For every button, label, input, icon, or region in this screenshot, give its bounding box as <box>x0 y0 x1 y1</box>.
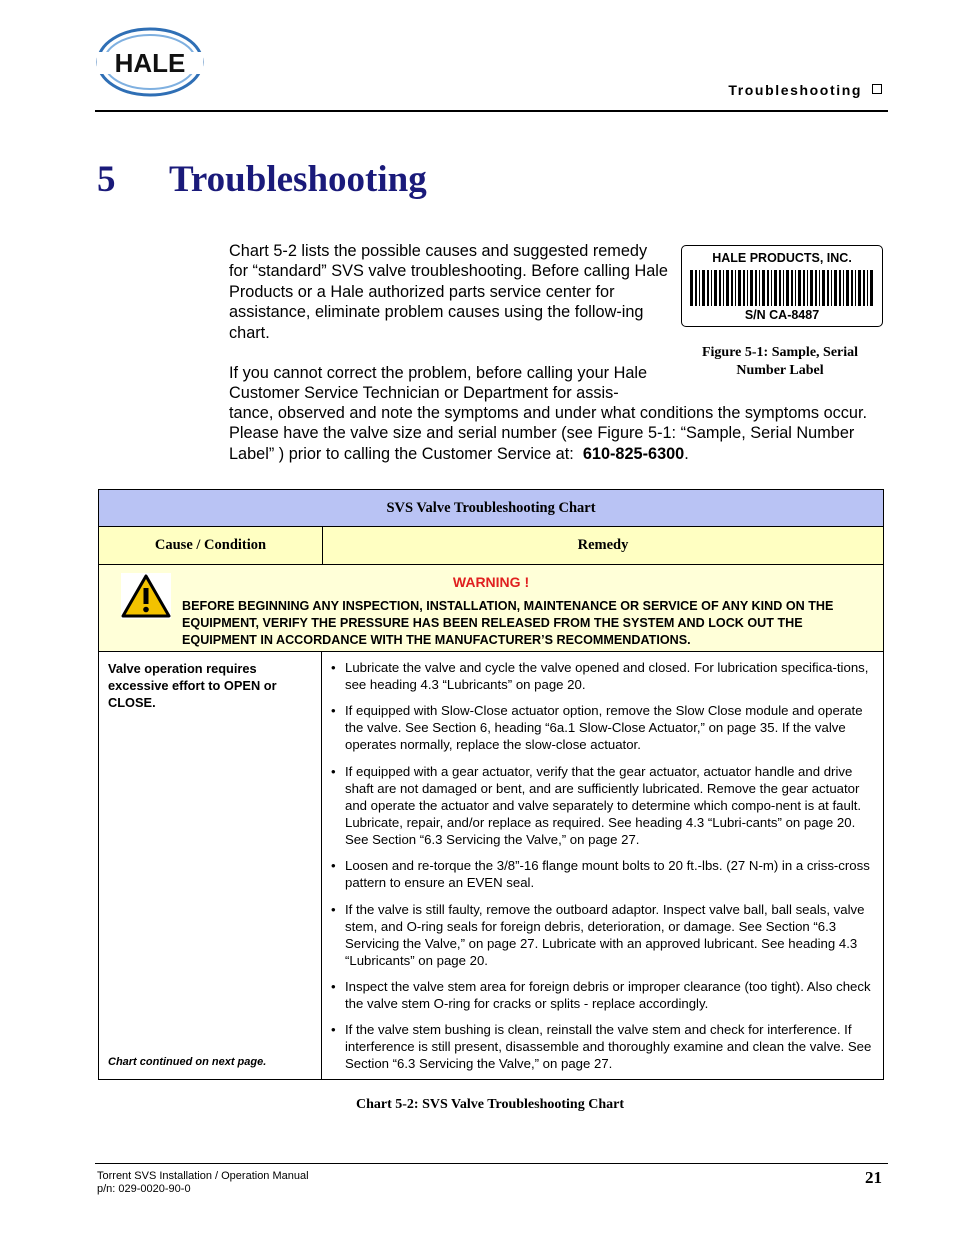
cause-cell <box>99 652 322 1079</box>
remedy-item: • If the valve is still faulty, remove the outboard adaptor. Inspect valve ball, ball seals, valve stem, and O-ring seals for foreign debris, deterioration, or damage. See Section “6.3 Servicing the Valve,” on page 27. Lubricate with an approved lubricant. See heading 4.3 “Lubricants” on page 20. <box>330 901 875 969</box>
chapter-title: Troubleshooting <box>169 159 427 200</box>
chapter-heading <box>97 158 427 201</box>
continued-note: Chart continued on next page. <box>108 1056 267 1068</box>
remedy-item: • Lubricate the valve and cycle the valve opened and closed. For lubrication specifica-tions, see heading 4.3 “Lubricants” on page 20. <box>330 659 875 693</box>
serial-number-label <box>681 245 883 327</box>
table-title: SVS Valve Troubleshooting Chart <box>99 490 883 527</box>
chapter-number: 5 <box>97 159 116 200</box>
warning-title: WARNING ! <box>452 574 530 590</box>
remedy-item: • Inspect the valve stem area for foreign debris or improper clearance (too tight). Also check the valve stem O-ring for cracks or splits - replace accordingly. <box>330 978 875 1012</box>
remedy-item: • If equipped with a gear actuator, verify that the gear actuator, actuator handle and drive shaft are not damaged or bent, and are sufficiently lubricated. Remove the gear actuator and operate the actuator and valve separately to determine which compo-nent is at fault. Lubricate, repair, and/or replace as required. See heading 4.3 “Lubri-cants” on page 20. See Section “6.3 Servicing the Valve,” on page 27. <box>330 763 875 848</box>
intro-paragraph-2-cont: tance, observed and note the symptoms and under what conditions the symptoms occur. Please have the valve size and serial number (see Figure 5-1: “Sample, Serial Number Label” ) prior to calling the Customer Service at: 610-825-6300. <box>229 404 868 463</box>
header-divider <box>95 110 888 112</box>
phone-number: 610-825-6300 <box>582 444 685 463</box>
logo-text: HALE <box>114 48 186 78</box>
section-name: Troubleshooting <box>728 82 862 98</box>
warning-row <box>99 565 883 652</box>
cause-text: Valve operation requires excessive effort to OPEN or CLOSE. <box>108 661 277 710</box>
square-icon <box>872 84 882 94</box>
part-number: p/n: 029-0020-90-0 <box>97 1183 191 1195</box>
footer-info <box>97 1170 309 1196</box>
column-header-cause: Cause / Condition <box>99 527 323 564</box>
table-row <box>99 652 883 1079</box>
warning-text: BEFORE BEGINNING ANY INSPECTION, INSTALLATION, MAINTENANCE OR SERVICE OF ANY KIND ON THE EQUIPMENT, VERIFY THE PRESSURE HAS BEEN RELEASED FROM THE SYSTEM AND LOCK OUT THE EQUIPMENT IN ACCORDANCE WITH THE MANUFACTURER’S RECOMMENDATIONS. <box>182 599 834 647</box>
table-header-row <box>99 527 883 565</box>
figure-caption: Figure 5-1: Sample, Serial Number Label <box>701 345 859 378</box>
intro-paragraph-1: Chart 5-2 lists the possible causes and suggested remedy for “standard” SVS valve troubleshooting. Before calling Hale Products or a Hale authorized parts service center for assistance, eliminate problem causes using the follow-ing chart. <box>229 242 668 342</box>
manual-title: Torrent SVS Installation / Operation Manual <box>97 1170 309 1182</box>
remedy-item: • If the valve stem bushing is clean, reinstall the valve stem and check for interference. If interference is still present, disassemble and thoroughly examine and clean the valve. See Section “6.3 Servicing the Valve,” on page 27. <box>330 1021 875 1072</box>
remedy-list <box>330 659 875 1072</box>
label-serial: S/N CA-8487 <box>744 308 820 322</box>
running-header <box>728 82 882 98</box>
intro-paragraph-2: If you cannot correct the problem, before calling your Hale Customer Service Technician or Department for assis- <box>229 364 648 403</box>
hale-logo <box>95 24 205 100</box>
column-header-remedy: Remedy <box>577 537 629 553</box>
remedy-cell <box>322 652 883 1079</box>
page-number: 21 <box>865 1168 882 1187</box>
label-company: HALE PRODUCTS, INC. <box>712 251 852 265</box>
troubleshooting-table <box>98 489 884 1080</box>
remedy-item: • Loosen and re-torque the 3/8”-16 flange mount bolts to 20 ft.-lbs. (27 N-m) in a criss-cross pattern to ensure an EVEN seal. <box>330 857 875 891</box>
barcode-image <box>690 270 874 306</box>
remedy-item: • If equipped with Slow-Close actuator option, remove the Slow Close module and operate the valve. See Section 6, heading “6a.1 Slow-Close Actuator,” on page 35. If the valve operates normally, replace the slow-close actuator. <box>330 702 875 753</box>
chart-caption: Chart 5-2: SVS Valve Troubleshooting Chart <box>356 1097 624 1112</box>
footer-divider <box>95 1163 888 1164</box>
